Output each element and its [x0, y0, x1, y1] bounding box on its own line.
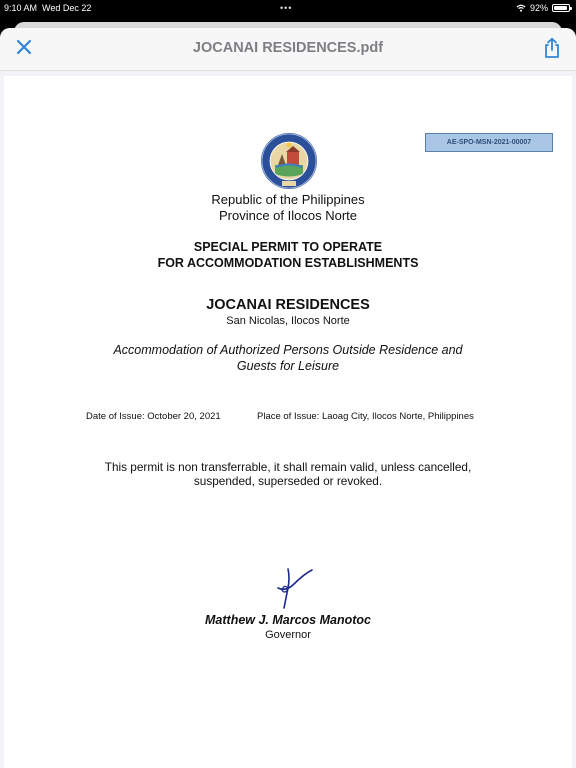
status-right — [516, 3, 570, 13]
province-text: Province of Ilocos Norte — [218, 208, 357, 223]
signer-title: Governor — [265, 629, 311, 641]
validity-notice — [4, 460, 572, 488]
purpose-line-1: Accommodation of Authorized Persons Outside Residence and — [113, 343, 463, 357]
issuer-block — [4, 192, 572, 224]
document-title: JOCANAI RESIDENCES.pdf — [192, 40, 384, 56]
establishment-name: JOCANAI RESIDENCES — [206, 297, 370, 313]
notice-line-1: This permit is non transferrable, it shall remain valid, unless cancelled, — [104, 460, 472, 474]
pdf-page — [4, 76, 572, 768]
permit-title-line-2: FOR ACCOMMODATION ESTABLISHMENTS — [157, 256, 419, 270]
ilocos-norte-seal-icon — [260, 132, 318, 190]
share-icon[interactable] — [542, 37, 562, 59]
pdf-viewer-sheet — [0, 28, 576, 768]
republic-text: Republic of the Philippines — [211, 192, 365, 207]
permit-title-line-1: SPECIAL PERMIT TO OPERATE — [193, 240, 383, 254]
signature-icon — [274, 566, 316, 610]
purpose-line-2: Guests for Leisure — [236, 359, 340, 373]
wifi-icon — [516, 4, 526, 12]
notice-line-2: suspended, superseded or revoked. — [193, 474, 383, 488]
signer-name: Matthew J. Marcos Manotoc — [205, 613, 371, 627]
nav-bar — [0, 28, 576, 71]
place-of-issue: Place of Issue: Laoag City, Ilocos Norte, Philippines — [257, 411, 474, 422]
permit-code-box: AE-SPO-MSN-2021-00007 — [425, 133, 553, 152]
establishment-address: San Nicolas, Ilocos Norte — [226, 315, 350, 327]
multitasking-dots-icon[interactable]: ••• — [280, 3, 293, 13]
battery-percent: 92% — [529, 3, 548, 13]
status-time: 9:10 AM Wed Dec 22 — [4, 3, 92, 13]
battery-fill — [554, 6, 567, 10]
date-of-issue: Date of Issue: October 20, 2021 — [86, 411, 221, 422]
permit-title — [4, 239, 572, 271]
status-bar — [0, 0, 576, 18]
permit-purpose — [4, 342, 572, 374]
battery-icon — [552, 4, 570, 12]
